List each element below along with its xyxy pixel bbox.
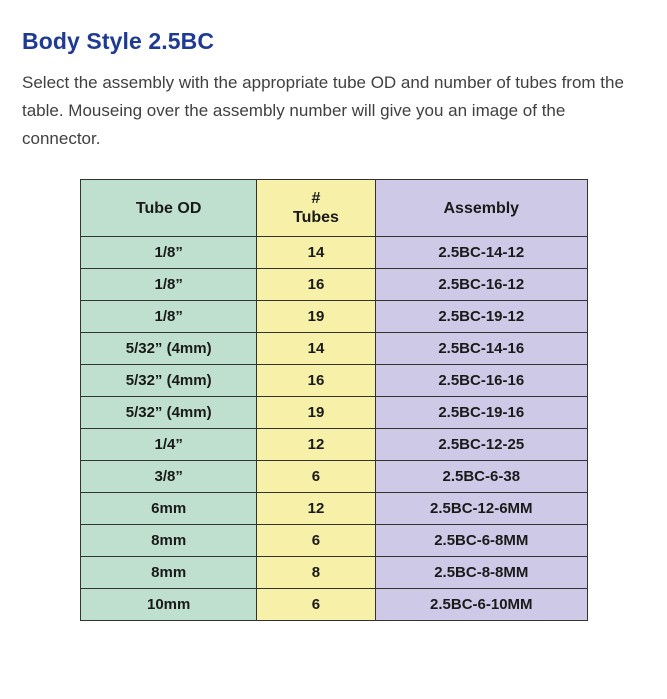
- cell-tube-od: 5/32” (4mm): [81, 333, 257, 365]
- column-header-num-tubes: [257, 180, 375, 237]
- cell-tube-od: 6mm: [81, 493, 257, 525]
- cell-tube-od: 1/8”: [81, 301, 257, 333]
- cell-assembly-number[interactable]: 2.5BC-16-16: [375, 365, 587, 397]
- table-row: [81, 429, 588, 461]
- cell-assembly-number[interactable]: 2.5BC-6-38: [375, 461, 587, 493]
- column-header-num-tubes-line2: Tubes: [292, 209, 339, 226]
- cell-num-tubes: 14: [257, 333, 375, 365]
- cell-num-tubes: 8: [257, 557, 375, 589]
- cell-num-tubes: 12: [257, 429, 375, 461]
- cell-tube-od: 5/32” (4mm): [81, 397, 257, 429]
- cell-assembly-number[interactable]: 2.5BC-14-12: [375, 237, 587, 269]
- cell-tube-od: 8mm: [81, 557, 257, 589]
- cell-tube-od: 10mm: [81, 589, 257, 621]
- assembly-table: [80, 179, 588, 621]
- table-row: [81, 493, 588, 525]
- cell-assembly-number[interactable]: 2.5BC-12-6MM: [375, 493, 587, 525]
- table-row: [81, 461, 588, 493]
- cell-tube-od: 1/4”: [81, 429, 257, 461]
- cell-assembly-number[interactable]: 2.5BC-6-8MM: [375, 525, 587, 557]
- table-header-row: [81, 180, 588, 237]
- column-header-tube-od: Tube OD: [81, 180, 257, 237]
- intro-paragraph: Select the assembly with the appropriate tube OD and number of tubes from the table. Mouseing over the assembly number will give you an image of the connector.: [22, 73, 624, 148]
- cell-tube-od: 5/32” (4mm): [81, 365, 257, 397]
- cell-assembly-number[interactable]: 2.5BC-6-10MM: [375, 589, 587, 621]
- cell-assembly-number[interactable]: 2.5BC-12-25: [375, 429, 587, 461]
- table-row: [81, 269, 588, 301]
- cell-assembly-number[interactable]: 2.5BC-19-12: [375, 301, 587, 333]
- cell-num-tubes: 6: [257, 589, 375, 621]
- table-row: [81, 589, 588, 621]
- cell-num-tubes: 16: [257, 365, 375, 397]
- cell-num-tubes: 19: [257, 397, 375, 429]
- table-row: [81, 237, 588, 269]
- table-row: [81, 333, 588, 365]
- table-row: [81, 525, 588, 557]
- cell-tube-od: 3/8”: [81, 461, 257, 493]
- page-title: Body Style 2.5BC: [22, 28, 215, 54]
- cell-num-tubes: 19: [257, 301, 375, 333]
- column-header-num-tubes-line1: #: [311, 190, 321, 207]
- cell-assembly-number[interactable]: 2.5BC-16-12: [375, 269, 587, 301]
- cell-num-tubes: 6: [257, 525, 375, 557]
- cell-tube-od: 1/8”: [81, 237, 257, 269]
- table-body: [81, 237, 588, 621]
- cell-tube-od: 1/8”: [81, 269, 257, 301]
- cell-num-tubes: 6: [257, 461, 375, 493]
- cell-assembly-number[interactable]: 2.5BC-19-16: [375, 397, 587, 429]
- cell-num-tubes: 12: [257, 493, 375, 525]
- column-header-assembly: Assembly: [375, 180, 587, 237]
- cell-assembly-number[interactable]: 2.5BC-8-8MM: [375, 557, 587, 589]
- table-header: [81, 180, 588, 237]
- table-row: [81, 301, 588, 333]
- cell-assembly-number[interactable]: 2.5BC-14-16: [375, 333, 587, 365]
- cell-tube-od: 8mm: [81, 525, 257, 557]
- cell-num-tubes: 16: [257, 269, 375, 301]
- cell-num-tubes: 14: [257, 237, 375, 269]
- table-row: [81, 365, 588, 397]
- table-row: [81, 397, 588, 429]
- table-row: [81, 557, 588, 589]
